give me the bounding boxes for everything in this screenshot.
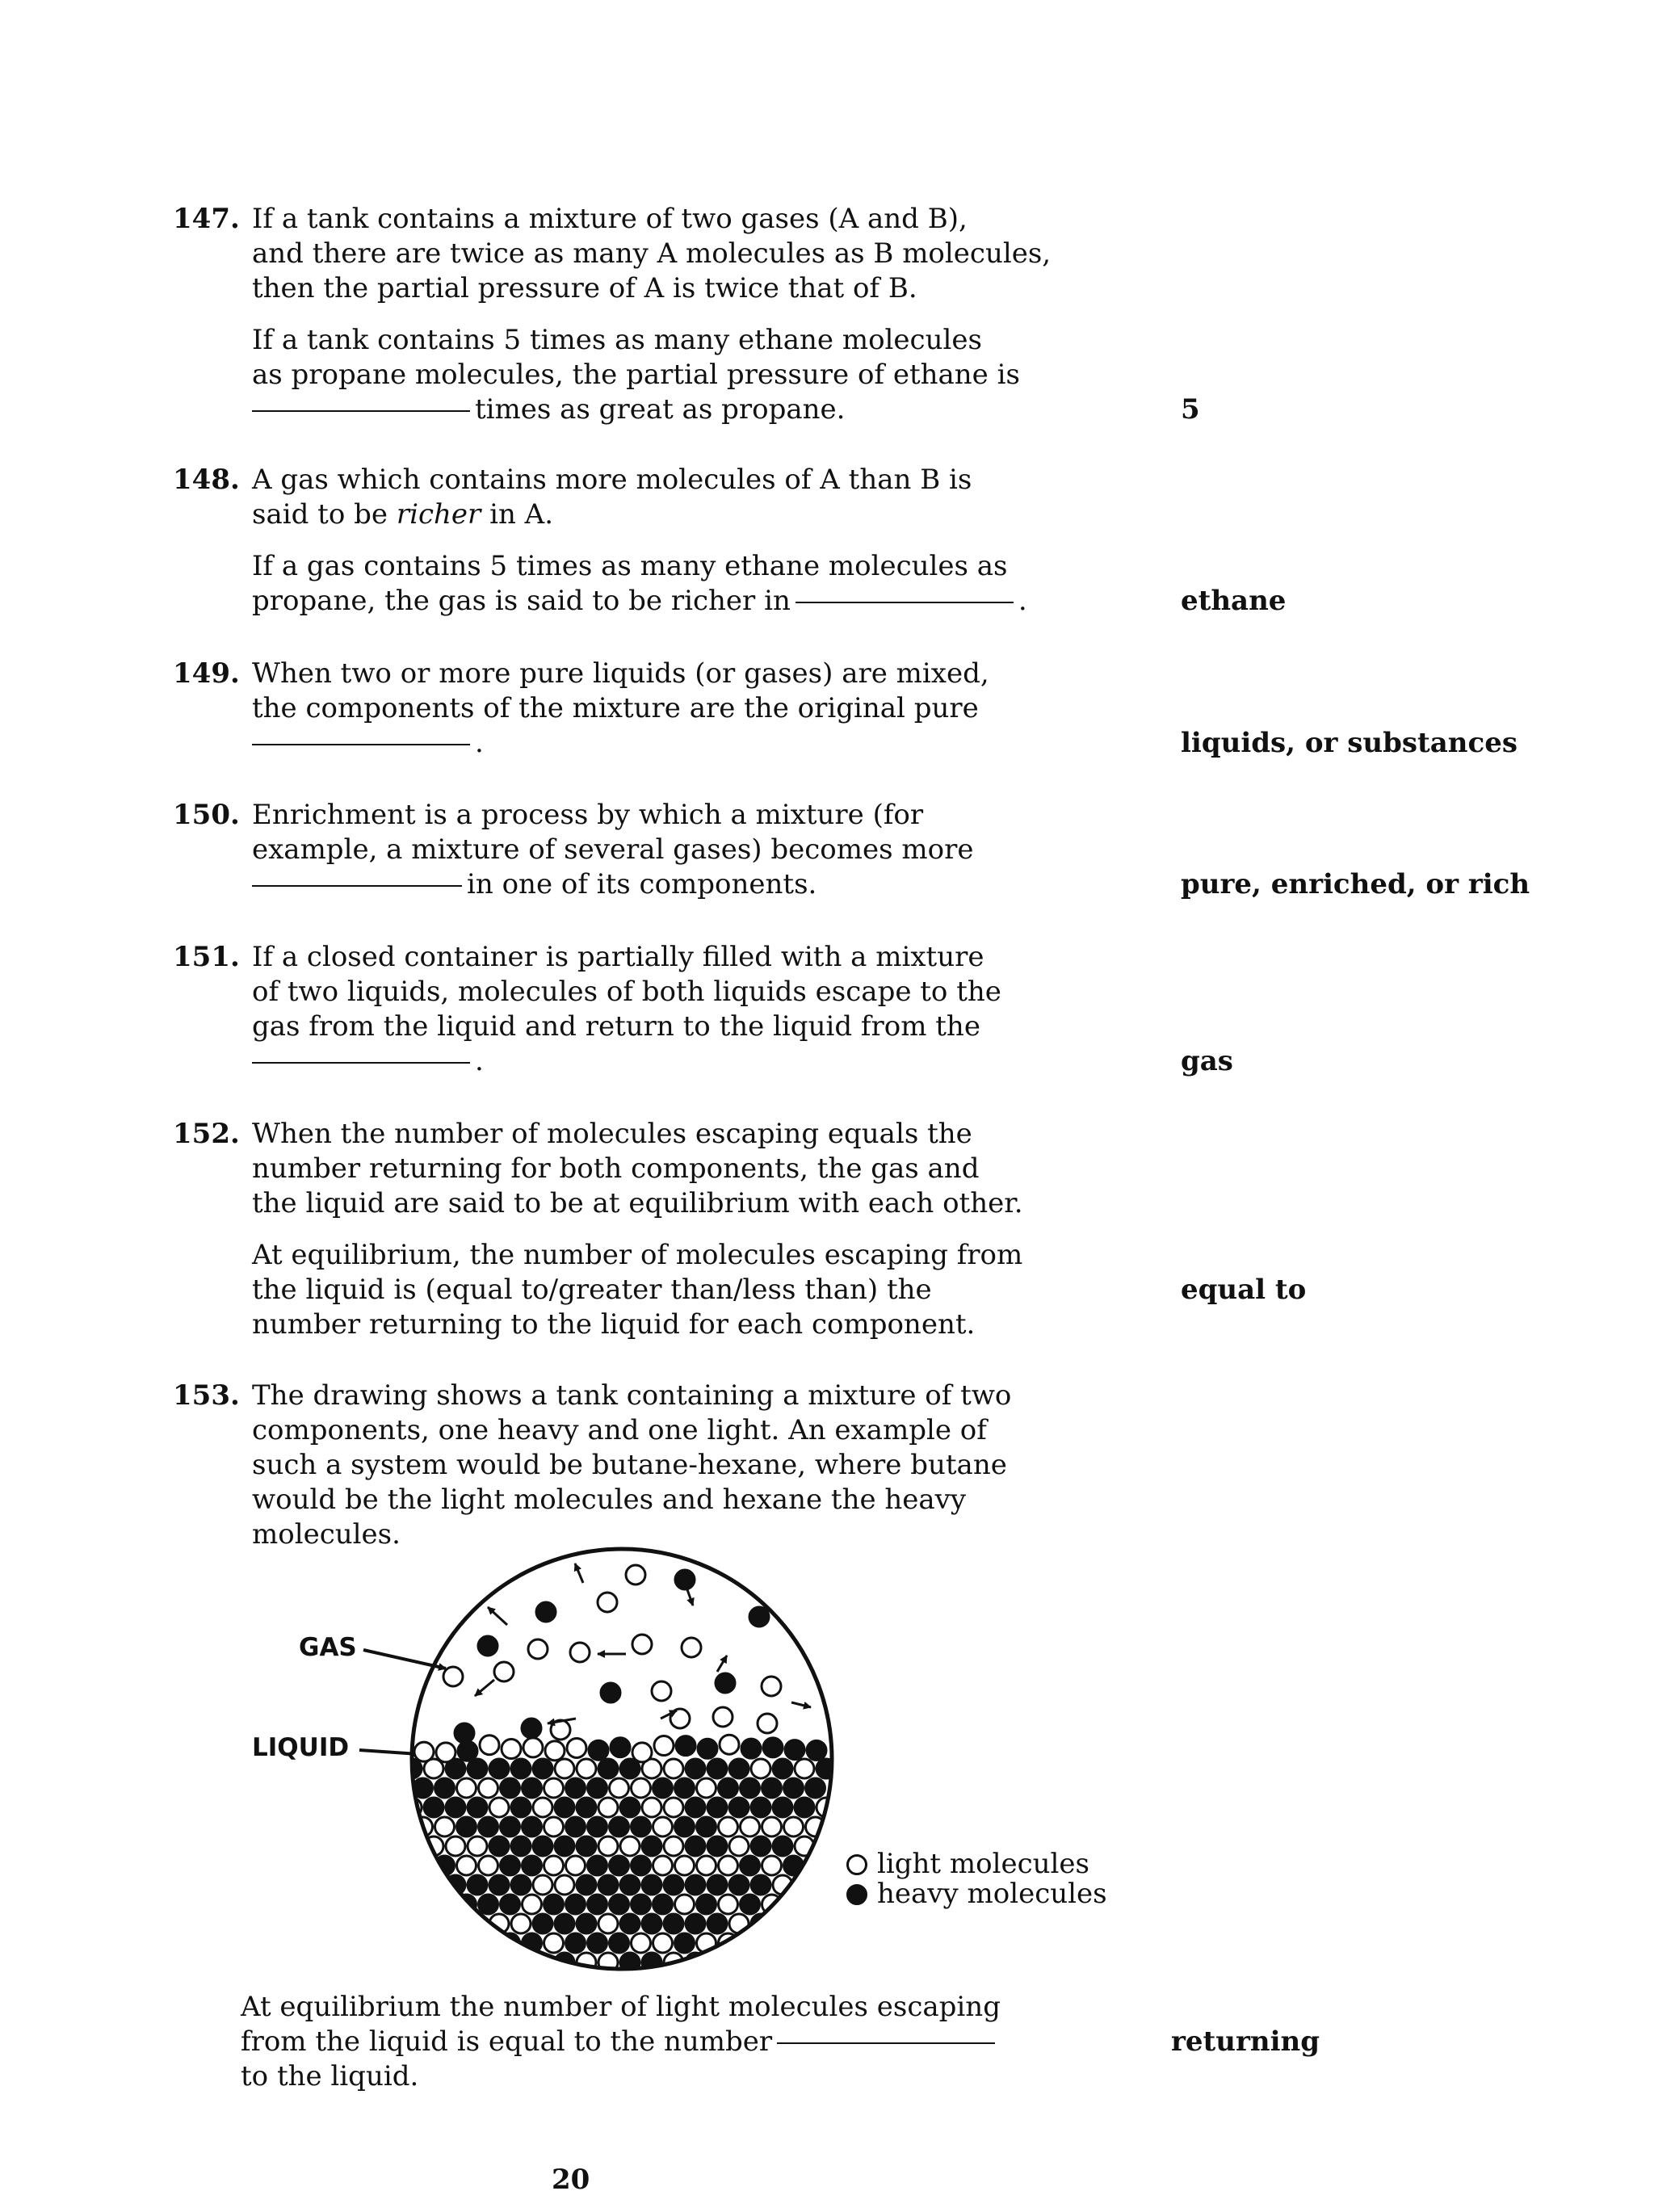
heavy-molecule	[642, 1836, 661, 1856]
q147-line1: If a tank contains a mixture of two gases (A and B),	[252, 203, 968, 235]
light-molecule	[533, 1798, 552, 1817]
heavy-molecule	[501, 1933, 520, 1953]
light-molecule	[719, 1817, 738, 1836]
heavy-molecule	[751, 1914, 770, 1933]
light-molecule	[414, 1742, 434, 1761]
answer-blank	[777, 2042, 995, 2044]
heavy-molecule	[501, 1856, 520, 1875]
heavy-molecule	[533, 1836, 552, 1856]
light-molecule	[653, 1933, 673, 1953]
heavy-molecule	[762, 1778, 782, 1798]
light-molecule	[642, 1759, 661, 1778]
light-molecule	[555, 1875, 574, 1895]
q153-line5: molecules.	[252, 1518, 401, 1551]
q150-answer: pure, enriched, or rich	[1181, 868, 1530, 900]
light-molecule	[795, 1836, 814, 1856]
heavy-molecule	[577, 1836, 596, 1856]
light-molecule	[675, 1895, 695, 1914]
legend-heavy-text: heavy molecules	[877, 1878, 1107, 1910]
heavy-molecule-icon	[846, 1884, 867, 1905]
heavy-molecule	[817, 1759, 836, 1778]
heavy-molecule	[555, 1798, 574, 1817]
q147-line6-text: times as great as propane.	[475, 393, 846, 426]
heavy-molecule	[588, 1895, 607, 1914]
heavy-molecule	[479, 1817, 498, 1836]
heavy-molecule	[523, 1778, 542, 1798]
light-molecule	[435, 1817, 455, 1836]
light-molecule	[424, 1759, 443, 1778]
light-molecule	[697, 1856, 716, 1875]
light-molecule	[598, 1593, 617, 1612]
light-molecule	[806, 1817, 825, 1836]
light-molecule	[632, 1635, 652, 1654]
light-molecule	[632, 1743, 652, 1762]
liquid-label: LIQUID	[252, 1733, 350, 1762]
heavy-molecule	[707, 1798, 727, 1817]
light-molecule	[751, 1759, 770, 1778]
heavy-molecule	[784, 1856, 804, 1875]
heavy-molecule	[716, 1673, 735, 1693]
heavy-molecule	[697, 1895, 716, 1914]
q150-line2: example, a mixture of several gases) becomes more	[252, 833, 974, 866]
light-molecule	[626, 1565, 645, 1584]
light-molecule	[654, 1736, 674, 1756]
heavy-molecule	[611, 1738, 630, 1757]
heavy-molecule	[523, 1856, 542, 1875]
q149-line3: .	[252, 726, 484, 761]
heavy-molecule	[751, 1798, 770, 1817]
heavy-molecule	[458, 1741, 477, 1761]
light-molecule	[424, 1836, 443, 1856]
heavy-molecule	[698, 1739, 717, 1758]
q148-line4-text: propane, the gas is said to be richer in	[252, 585, 791, 617]
q152-line6: number returning to the liquid for each component.	[252, 1308, 976, 1341]
heavy-molecule	[729, 1875, 749, 1895]
q147-line5: as propane molecules, the partial pressure of ethane is	[252, 359, 1020, 391]
heavy-molecule	[523, 1817, 542, 1836]
light-molecule	[598, 1836, 618, 1856]
heavy-molecule	[675, 1933, 695, 1953]
heavy-molecule	[784, 1778, 804, 1798]
heavy-molecule	[577, 1798, 596, 1817]
light-molecule	[729, 1836, 749, 1856]
light-molecule	[567, 1738, 586, 1757]
light-molecule	[664, 1759, 683, 1778]
heavy-molecule	[468, 1875, 487, 1895]
heavy-molecule	[632, 1817, 651, 1836]
light-molecule	[610, 1778, 629, 1798]
heavy-molecule	[598, 1759, 618, 1778]
q152-line5: the liquid is (equal to/greater than/less than) the	[252, 1274, 932, 1306]
heavy-molecule	[455, 1723, 474, 1743]
heavy-molecule	[468, 1759, 487, 1778]
q151-line3: gas from the liquid and return to the liquid from the	[252, 1010, 980, 1043]
answer-blank	[252, 410, 470, 412]
light-molecule	[511, 1914, 531, 1933]
heavy-molecule	[620, 1759, 640, 1778]
heavy-molecule	[566, 1895, 586, 1914]
heavy-molecule	[751, 1836, 770, 1856]
heavy-molecule	[729, 1759, 749, 1778]
heavy-molecule	[741, 1739, 761, 1758]
heavy-molecule	[707, 1875, 727, 1895]
heavy-molecule	[577, 1914, 596, 1933]
heavy-molecule	[402, 1759, 422, 1778]
heavy-molecule	[501, 1895, 520, 1914]
light-molecule	[523, 1738, 543, 1757]
answer-blank	[252, 885, 462, 887]
heavy-molecule	[664, 1914, 683, 1933]
heavy-molecule	[773, 1836, 792, 1856]
light-molecule	[577, 1759, 596, 1778]
heavy-molecule	[598, 1875, 618, 1895]
heavy-molecule	[457, 1817, 476, 1836]
q151-line2: of two liquids, molecules of both liquids escape to the	[252, 976, 1001, 1008]
light-molecule	[598, 1953, 618, 1972]
light-molecule	[598, 1914, 618, 1933]
q152-line3: the liquid are said to be at equilibrium with each other.	[252, 1187, 1023, 1219]
heavy-molecule	[468, 1798, 487, 1817]
heavy-molecule	[511, 1798, 531, 1817]
heavy-molecule	[435, 1856, 455, 1875]
heavy-molecule	[489, 1836, 509, 1856]
light-molecule	[479, 1778, 498, 1798]
q153-line6: At equilibrium the number of light molecules escaping	[241, 1991, 1001, 2023]
heavy-molecule	[533, 1759, 552, 1778]
q147-line3: then the partial pressure of A is twice that of B.	[252, 272, 917, 304]
question-number-149: 149.	[173, 657, 240, 690]
heavy-molecule	[610, 1933, 629, 1953]
heavy-molecule	[610, 1895, 629, 1914]
light-molecule	[457, 1856, 476, 1875]
heavy-molecule	[566, 1778, 586, 1798]
light-molecule	[577, 1953, 596, 1972]
heavy-molecule	[424, 1798, 443, 1817]
light-molecule	[664, 1953, 683, 1972]
heavy-molecule	[511, 1759, 531, 1778]
heavy-molecule	[785, 1740, 804, 1760]
light-molecule	[598, 1798, 618, 1817]
heavy-molecule	[686, 1914, 705, 1933]
light-molecule	[720, 1735, 739, 1754]
heavy-molecule	[435, 1778, 455, 1798]
question-number-150: 150.	[173, 799, 240, 831]
heavy-molecule	[536, 1602, 556, 1622]
heavy-molecule	[686, 1759, 705, 1778]
light-molecule	[545, 1741, 565, 1761]
heavy-molecule	[676, 1736, 695, 1756]
light-molecule	[741, 1817, 760, 1836]
heavy-molecule	[620, 1875, 640, 1895]
light-molecule	[719, 1933, 738, 1953]
light-molecule	[402, 1798, 422, 1817]
heavy-molecule	[664, 1875, 683, 1895]
light-molecule	[758, 1714, 777, 1733]
heavy-molecule	[773, 1798, 792, 1817]
light-molecule	[528, 1639, 548, 1659]
heavy-molecule	[588, 1933, 607, 1953]
tank-outline	[412, 1549, 832, 1969]
light-molecule	[632, 1778, 651, 1798]
heavy-molecule	[511, 1836, 531, 1856]
q152-line4: At equilibrium, the number of molecules escaping from	[252, 1239, 1023, 1271]
heavy-molecule	[653, 1778, 673, 1798]
q152-line2: number returning for both components, the gas and	[252, 1152, 980, 1185]
light-molecule	[719, 1895, 738, 1914]
question-number-153: 153.	[173, 1379, 240, 1412]
light-molecule	[494, 1662, 514, 1681]
heavy-molecule	[686, 1875, 705, 1895]
heavy-molecule	[773, 1759, 792, 1778]
heavy-molecule	[675, 1817, 695, 1836]
light-molecule	[443, 1667, 463, 1686]
heavy-molecule	[544, 1895, 564, 1914]
heavy-molecule	[751, 1875, 770, 1895]
light-molecule-icon	[846, 1854, 867, 1875]
q149-line1: When two or more pure liquids (or gases) are mixed,	[252, 657, 989, 690]
q148-line1: A gas which contains more molecules of A than B is	[252, 464, 972, 496]
heavy-molecule	[795, 1798, 814, 1817]
light-molecule	[436, 1743, 455, 1762]
light-molecule	[675, 1856, 695, 1875]
q152-answer: equal to	[1181, 1274, 1307, 1306]
light-molecule	[414, 1817, 433, 1836]
light-molecule	[653, 1856, 673, 1875]
light-molecule	[570, 1643, 590, 1662]
heavy-molecule	[478, 1636, 497, 1656]
light-molecule	[620, 1836, 640, 1856]
heavy-molecule	[610, 1817, 629, 1836]
q153-line8: to the liquid.	[241, 2060, 419, 2092]
q151-line4: .	[252, 1044, 484, 1079]
light-molecule	[544, 1817, 564, 1836]
heavy-molecule	[414, 1778, 433, 1798]
q150-line3	[252, 867, 817, 902]
heavy-molecule	[697, 1817, 716, 1836]
heavy-molecule	[632, 1895, 651, 1914]
light-molecule	[642, 1798, 661, 1817]
heavy-molecule	[653, 1895, 673, 1914]
light-molecule	[697, 1933, 716, 1953]
light-molecule	[664, 1798, 683, 1817]
q153-answer: returning	[1171, 2025, 1320, 2058]
q148-line2	[252, 497, 553, 532]
gas-molecules	[443, 1565, 781, 1743]
heavy-molecule	[707, 1914, 727, 1933]
heavy-molecule	[807, 1740, 826, 1760]
q151-line1: If a closed container is partially filled with a mixture	[252, 941, 984, 973]
heavy-molecule	[511, 1875, 531, 1895]
q152-line1: When the number of molecules escaping equals the	[252, 1118, 972, 1150]
q149-line2: the components of the mixture are the original pure	[252, 692, 979, 724]
heavy-molecule	[806, 1778, 825, 1798]
answer-blank	[796, 602, 1014, 603]
heavy-molecule	[741, 1778, 760, 1798]
heavy-molecule	[707, 1836, 727, 1856]
light-molecule	[682, 1638, 701, 1657]
light-molecule	[762, 1677, 781, 1696]
light-molecule	[544, 1778, 564, 1798]
heavy-molecule	[566, 1817, 586, 1836]
light-molecule	[664, 1836, 683, 1856]
heavy-molecule	[620, 1914, 640, 1933]
heavy-molecule	[729, 1798, 749, 1817]
light-molecule	[502, 1740, 521, 1759]
light-molecule	[670, 1709, 690, 1728]
q147-answer: 5	[1181, 393, 1200, 426]
page-number: 20	[552, 2164, 590, 2196]
light-molecule	[729, 1914, 749, 1933]
heavy-molecule	[489, 1875, 509, 1895]
light-molecule	[686, 1953, 705, 1972]
heavy-molecule	[555, 1914, 574, 1933]
light-molecule	[566, 1856, 586, 1875]
heavy-molecule	[686, 1798, 705, 1817]
heavy-molecule	[446, 1798, 465, 1817]
light-molecule	[719, 1856, 738, 1875]
heavy-molecule	[686, 1836, 705, 1856]
light-molecule	[489, 1914, 509, 1933]
light-molecule	[652, 1681, 671, 1701]
heavy-molecule	[601, 1683, 620, 1702]
q148-line3: If a gas contains 5 times as many ethane molecules as	[252, 550, 1008, 582]
heavy-molecule	[620, 1798, 640, 1817]
heavy-molecule	[588, 1817, 607, 1836]
heavy-molecule	[741, 1856, 760, 1875]
heavy-molecule	[588, 1856, 607, 1875]
light-molecule	[762, 1817, 782, 1836]
q153-line4: would be the light molecules and hexane the heavy	[252, 1484, 967, 1516]
heavy-molecule	[675, 1570, 695, 1589]
light-molecule	[468, 1836, 487, 1856]
q148-answer: ethane	[1181, 585, 1287, 617]
light-molecule	[762, 1895, 782, 1914]
escape-arrows	[475, 1564, 811, 1723]
heavy-molecule	[522, 1719, 541, 1738]
light-molecule	[795, 1759, 814, 1778]
q147-line6	[252, 392, 845, 427]
heavy-molecule	[577, 1875, 596, 1895]
liquid-pointer-arrow	[359, 1750, 418, 1754]
question-number-151: 151.	[173, 941, 240, 973]
heavy-molecule	[446, 1875, 465, 1895]
heavy-molecule	[523, 1933, 542, 1953]
heavy-molecule	[457, 1895, 476, 1914]
light-molecule	[653, 1817, 673, 1836]
heavy-molecule	[555, 1953, 574, 1972]
q149-answer: liquids, or substances	[1181, 727, 1518, 759]
heavy-molecule	[749, 1607, 769, 1626]
q147-line2: and there are twice as many A molecules as B molecules,	[252, 237, 1052, 270]
question-number-148: 148.	[173, 464, 240, 496]
heavy-molecule	[620, 1953, 640, 1972]
light-molecule	[773, 1875, 792, 1895]
gas-pointer-arrow	[363, 1650, 446, 1668]
light-molecule	[479, 1856, 498, 1875]
question-number-147: 147.	[173, 203, 240, 235]
legend-light-text: light molecules	[877, 1848, 1089, 1880]
q153-line7	[241, 2025, 1000, 2059]
q150-line1: Enrichment is a process by which a mixture (for	[252, 799, 924, 831]
q153-line1: The drawing shows a tank containing a mixture of two	[252, 1379, 1012, 1412]
light-molecule	[762, 1856, 782, 1875]
light-molecule	[489, 1798, 509, 1817]
q151-answer: gas	[1181, 1045, 1233, 1077]
light-molecule	[544, 1933, 564, 1953]
q153-line2: components, one heavy and one light. An example of	[252, 1414, 987, 1446]
q148-italic-richer: richer	[396, 498, 481, 531]
heavy-molecule	[642, 1914, 661, 1933]
q148-line2-end: in A.	[481, 498, 554, 531]
heavy-molecule	[446, 1759, 465, 1778]
answer-blank	[252, 1062, 470, 1064]
heavy-molecule	[642, 1875, 661, 1895]
heavy-molecule	[642, 1953, 661, 1972]
light-molecule	[533, 1875, 552, 1895]
heavy-molecule	[610, 1856, 629, 1875]
light-molecule	[555, 1759, 574, 1778]
legend-light	[846, 1849, 1089, 1879]
light-molecule	[713, 1707, 733, 1727]
liquid-molecules	[402, 1735, 836, 1972]
light-molecule	[457, 1778, 476, 1798]
q147-line4: If a tank contains 5 times as many ethane molecules	[252, 324, 982, 356]
heavy-molecule	[555, 1836, 574, 1856]
heavy-molecule	[707, 1759, 727, 1778]
heavy-molecule	[763, 1738, 783, 1757]
heavy-molecule	[632, 1856, 651, 1875]
heavy-molecule	[675, 1778, 695, 1798]
heavy-molecule	[533, 1914, 552, 1933]
q153-line7-text: from the liquid is equal to the number	[241, 2025, 773, 2058]
q148-line4: propane, the gas is said to be richer in .	[252, 585, 1027, 617]
heavy-molecule	[588, 1778, 607, 1798]
heavy-molecule	[489, 1759, 509, 1778]
light-molecule	[446, 1836, 465, 1856]
light-molecule	[817, 1798, 836, 1817]
light-molecule	[523, 1895, 542, 1914]
q148-line2-start: said to be	[252, 498, 397, 531]
heavy-molecule	[566, 1933, 586, 1953]
q153-line3: such a system would be butane-hexane, where butane	[252, 1449, 1007, 1481]
light-molecule	[544, 1856, 564, 1875]
light-molecule	[632, 1933, 651, 1953]
heavy-molecule	[741, 1895, 760, 1914]
answer-blank	[252, 744, 470, 745]
light-molecule	[551, 1720, 570, 1740]
heavy-molecule	[719, 1778, 738, 1798]
light-molecule	[697, 1778, 716, 1798]
heavy-molecule	[501, 1817, 520, 1836]
q150-line3-text: in one of its components.	[467, 868, 817, 900]
heavy-molecule	[501, 1778, 520, 1798]
heavy-molecule	[589, 1740, 608, 1760]
gas-label: GAS	[299, 1633, 357, 1662]
light-molecule	[784, 1817, 804, 1836]
question-number-152: 152.	[173, 1118, 240, 1150]
light-molecule	[480, 1736, 499, 1755]
heavy-molecule	[479, 1895, 498, 1914]
legend-heavy	[846, 1879, 1107, 1909]
